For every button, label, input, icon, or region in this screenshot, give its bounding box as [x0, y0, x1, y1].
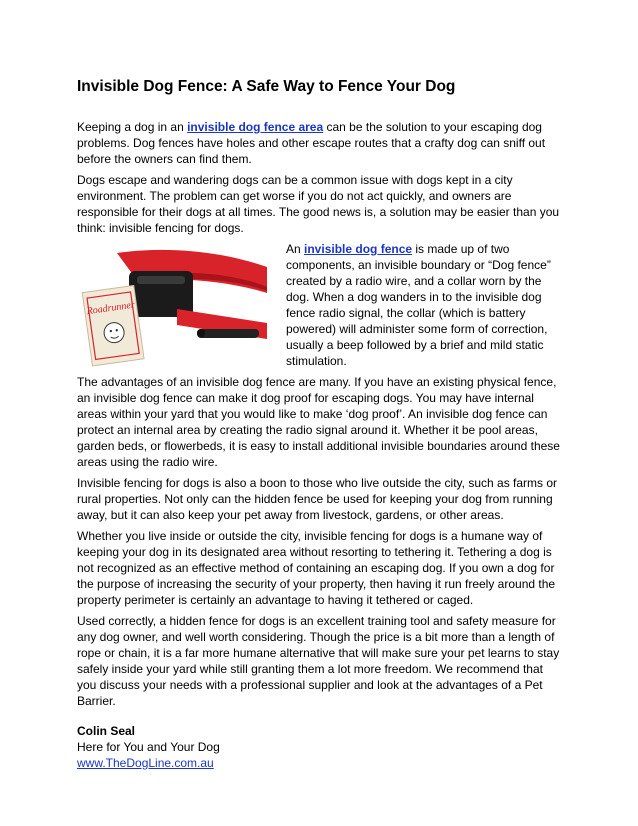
intro-text-after: can be the solution to your escaping dog problems. Dog fences have holes and other escape routes that a crafty dog can sniff out before the owners can find them. [77, 120, 546, 166]
invisible-dog-fence-link[interactable]: invisible dog fence [304, 242, 413, 256]
humane-paragraph: Whether you live inside or outside the city, invisible fencing for dogs is a humane way of keeping your dog in its designated area without resorting to tethering it. Tethering a dog is not recognized as an effective method of containing an escaping dog. If you own a dog for the purpose of increasing the security of your property, then having it run freely around the property perimeter is certainly an advantage to having it tethered or caged. [77, 529, 556, 607]
author-tagline: Here for You and Your Dog [77, 740, 220, 754]
rural-paragraph: Invisible fencing for dogs is also a boon to those who live outside the city, such as farms or rural properties. Not only can the hidden fence be used for keeping your dog from running away, but it can also keep your pet away from livestock, gardens, or other areas. [77, 476, 558, 522]
invisible-dog-fence-area-link[interactable]: invisible dog fence area [187, 120, 324, 134]
document-title: Invisible Dog Fence: A Safe Way to Fence Your Dog [77, 78, 456, 95]
intro-paragraph [77, 119, 561, 167]
collar-product-svg [77, 243, 274, 369]
how-text-before: An [286, 242, 305, 256]
intro-text-before: Keeping a dog in an [77, 120, 188, 134]
signature-block [77, 723, 561, 771]
box-brand-text: Roadrunner [85, 299, 136, 318]
author-name: Colin Seal [77, 724, 136, 738]
escape-paragraph: Dogs escape and wandering dogs can be a common issue with dogs kept in a city environment. The problem can get worse if you do not act quickly, and owners are responsible for their dogs at all times. The good news is, a solution may be easier than you think: invisible fencing for dogs. [77, 173, 560, 235]
dog-collar-image [77, 243, 274, 369]
website-link[interactable]: www.TheDogLine.com.au [77, 756, 214, 770]
advantages-paragraph: The advantages of an invisible dog fence are many. If you have an existing physical fence, an invisible dog fence can make it dog proof for escaping dogs. You may have internal areas within your yard that you would like to make ‘dog proof’. An invisible dog fence can protect an internal area by creating the radio signal around it. Whether it be pool areas, garden beds, or flowerbeds, it is easy to install additional invisible boundaries around these areas using the radio wire. [77, 375, 560, 469]
document-page [77, 62, 561, 771]
how-text-after: is made up of two components, an invisible boundary or “Dog fence” created by a radio wire, and a collar worn by the dog. When a dog wanders in to the invisible dog fence radio signal, the collar (which is battery powered) will administer some form of correction, usually a beep followed by a brief and mild static stimulation. [286, 242, 551, 368]
recommendation-paragraph: Used correctly, a hidden fence for dogs is an excellent training tool and safety measure for any dog owner, and well worth considering. Though the price is a bit more than a length of rope or chain, it is a far more humane alternative that will make sure your pet learns to stay safely inside your yard while still granting them a lot more freedom. We recommend that you discuss your needs with a professional supplier and look at the advantages of a Pet Barrier. [77, 614, 560, 708]
